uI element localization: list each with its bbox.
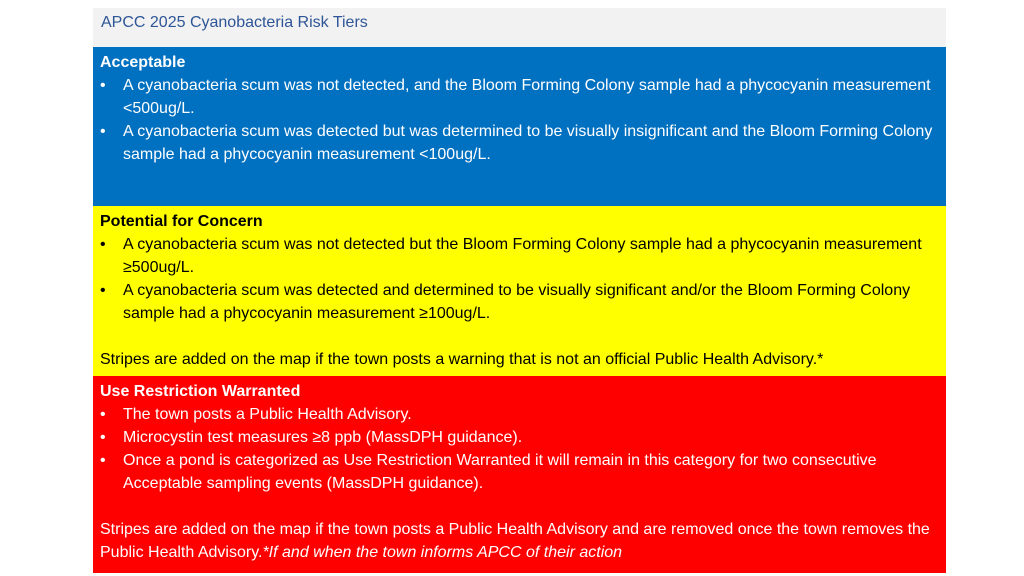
list-item: • The town posts a Public Health Advisory. — [100, 403, 938, 426]
bullet-icon: • — [100, 77, 106, 94]
bullet-icon: • — [100, 282, 106, 299]
tier-title: Use Restriction Warranted — [100, 383, 301, 400]
tier-title: Potential for Concern — [100, 213, 263, 230]
list-item: • A cyanobacteria scum was not detected but the Bloom Forming Colony sample had a phycocyanin measurement ≥500ug/L. — [100, 233, 938, 279]
bullet-list — [100, 74, 938, 166]
bullet-icon: • — [100, 406, 106, 423]
bullet-list — [100, 233, 938, 325]
tier-acceptable — [93, 47, 946, 206]
list-item: • A cyanobacteria scum was not detected, and the Bloom Forming Colony sample had a phycocyanin measurement <500ug/L. — [100, 74, 938, 120]
list-item: • A cyanobacteria scum was detected and determined to be visually significant and/or the Bloom Forming Colony sample had a phycocyanin measurement ≥100ug/L. — [100, 279, 938, 325]
tier-note: Stripes are added on the map if the town posts a warning that is not an official Public Health Advisory.* — [100, 351, 824, 368]
bullet-icon: • — [100, 452, 106, 469]
list-item: • Microcystin test measures ≥8 ppb (MassDPH guidance). — [100, 426, 938, 449]
list-item: • Once a pond is categorized as Use Restriction Warranted it will remain in this category for two consecutive Acceptable sampling events (MassDPH guidance). — [100, 449, 938, 495]
bullet-icon: • — [100, 429, 106, 446]
tier-use-restriction — [93, 376, 946, 573]
bullet-icon: • — [100, 123, 106, 140]
list-item: • A cyanobacteria scum was detected but was determined to be visually insignificant and the Bloom Forming Colony sample had a phycocyanin measurement <100ug/L. — [100, 120, 938, 166]
tier-potential-concern — [93, 206, 946, 376]
footnote: *If and when the town informs APCC of their action — [262, 544, 623, 561]
bullet-icon: • — [100, 236, 106, 253]
tier-title: Acceptable — [100, 54, 186, 71]
slide — [93, 8, 946, 573]
page-title: APCC 2025 Cyanobacteria Risk Tiers — [93, 8, 946, 47]
bullet-list — [100, 403, 938, 495]
tier-note: Stripes are added on the map if the town posts a Public Health Advisory and are removed once the town removes the Public Health Advisory.*If and when the town informs APCC of their action — [100, 521, 930, 561]
